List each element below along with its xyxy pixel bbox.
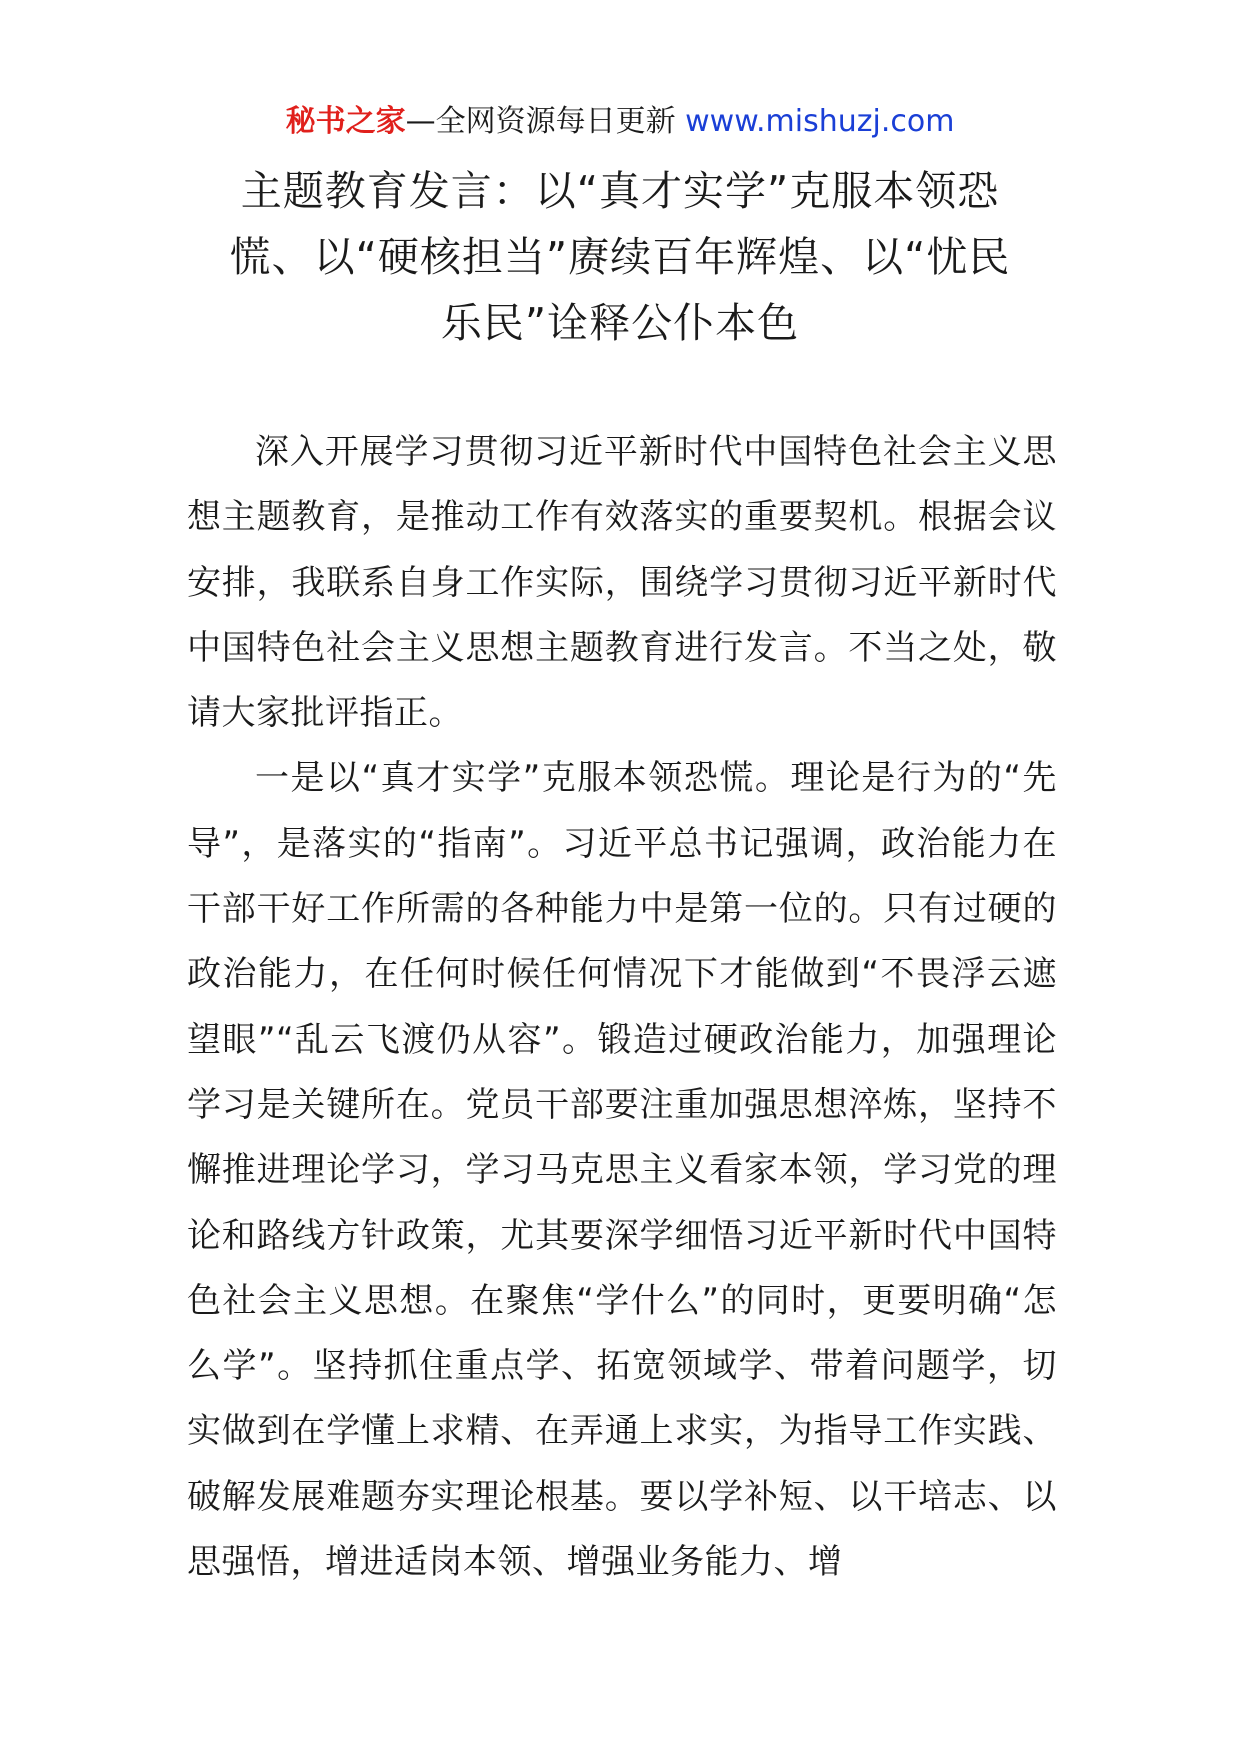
brand-name: 秘书之家 <box>285 104 406 139</box>
title-line: 乐民”诠释公仆本色 <box>440 299 800 347</box>
section-one-paragraph: 一是以“真才实学”克服本领恐慌。理论是行为的“先导”，是落实的“指南”。习近平总书记强调，政治能力在干部干好工作所需的各种能力中是第一位的。只有过硬的政治能力，在任何时候任何情况下才能做到“不畏浮云遮望眼”“乱云飞渡仍从容”。锻造过硬政治能力，加强理论学习是关键所在。党员干部要注重加强思想淬炼，坚持不懈推进理论学习，学习马克思主义看家本领，学习党的理论和路线方针政策，尤其要深学细悟习近平新时代中国特色社会主义思想。在聚焦“学什么”的同时，更要明确“怎么学”。坚持抓住重点学、拓宽领域学、带着问题学，切实做到在学懂上求精、在弄通上求实，为指导工作实践、破解发展难题夯实理论根基。要以学补短、以干培志、以思强悟，增进适岗本领、增强业务能力、增 <box>187 758 1057 1583</box>
title-line: 主题教育发言：以“真才实学”克服本领恐 <box>240 167 1000 215</box>
document-title <box>190 158 1050 356</box>
title-line: 慌、以“硬核担当”赓续百年辉煌、以“忧民 <box>229 233 1011 281</box>
header-tagline: —全网资源每日更新 <box>405 104 676 139</box>
site-url-link[interactable]: www.mishuzj.com <box>685 104 955 139</box>
site-header <box>0 100 1240 144</box>
intro-paragraph: 深入开展学习贯彻习近平新时代中国特色社会主义思想主题教育，是推动工作有效落实的重要契机。根据会议安排，我联系自身工作实际，围绕学习贯彻习近平新时代中国特色社会主义思想主题教育进行发言。不当之处，敬请大家批评指正。 <box>187 432 1057 734</box>
document-body <box>187 420 1057 1595</box>
